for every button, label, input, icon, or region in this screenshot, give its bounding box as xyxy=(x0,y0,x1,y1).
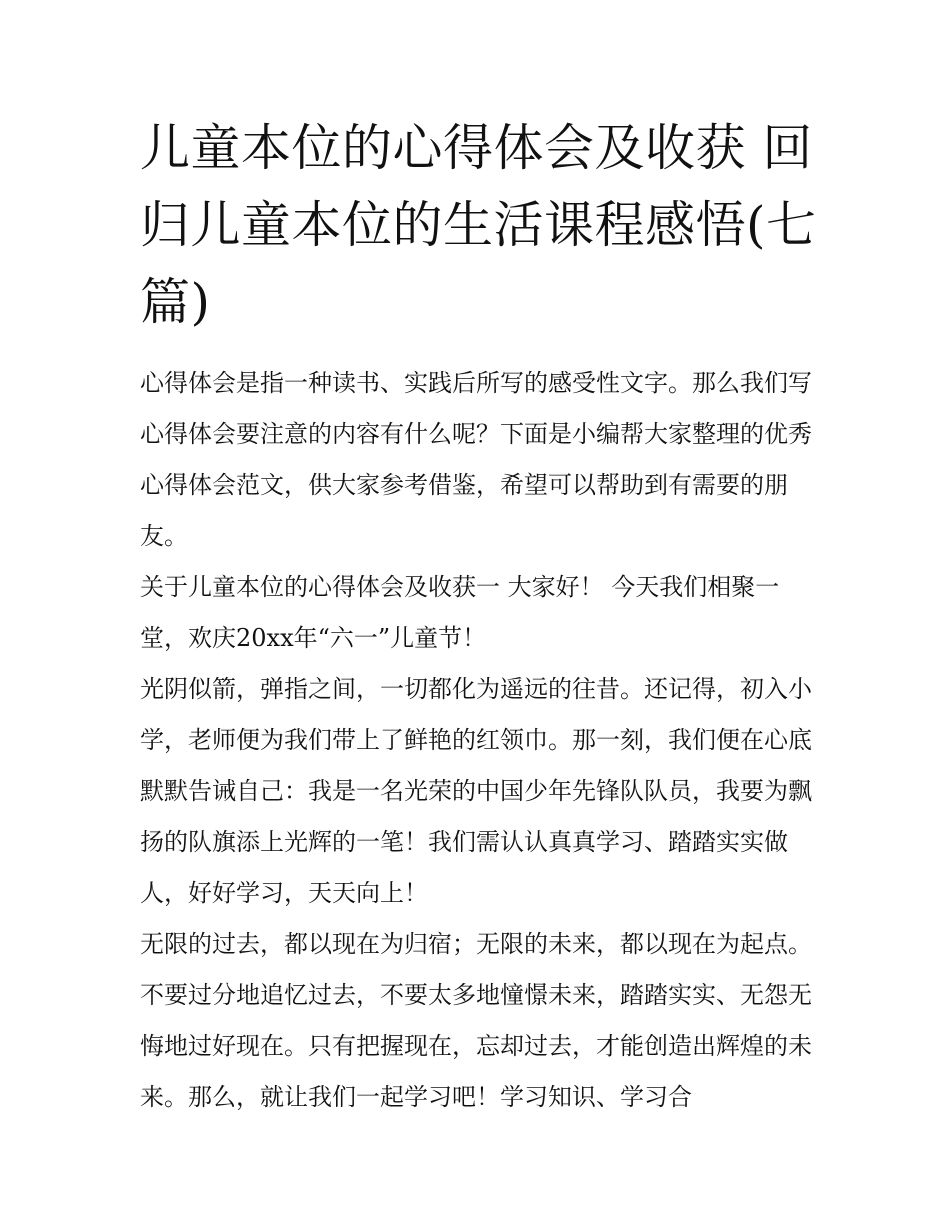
present-paragraph: 无限的过去，都以现在为归宿；无限的未来，都以现在为起点。不要过分地追忆过去，不要太多地憧憬未来，踏踏实实、无怨无悔地过好现在。只有把握现在，忘却过去，才能创造出辉煌的未来。那么，就让我们一起学习吧！学习知识、学习合 xyxy=(140,930,812,1111)
memory-paragraph: 光阴似箭，弹指之间，一切都化为遥远的往昔。还记得，初入小学，老师便为我们带上了鲜艳的红领巾。那一刻，我们便在心底默默告诫自己：我是一名光荣的中国少年先锋队队员，我要为飘扬的队旗添上光辉的一笔！我们需认认真真学习、踏踏实实做人，好好学习，天天向上！ xyxy=(140,675,812,907)
greeting-paragraph: 关于儿童本位的心得体会及收获一 大家好！ 今天我们相聚一堂，欢庆20xx年“六一”儿童节！ xyxy=(140,573,780,652)
document-body xyxy=(140,358,820,1123)
intro-paragraph: 心得体会是指一种读书、实践后所写的感受性文字。那么我们写心得体会要注意的内容有什么呢？下面是小编帮大家整理的优秀心得体会范文，供大家参考借鉴，希望可以帮助到有需要的朋友。 xyxy=(140,369,812,550)
document-title: 儿童本位的心得体会及收获 回归儿童本位的生活课程感悟(七篇) xyxy=(140,119,817,331)
